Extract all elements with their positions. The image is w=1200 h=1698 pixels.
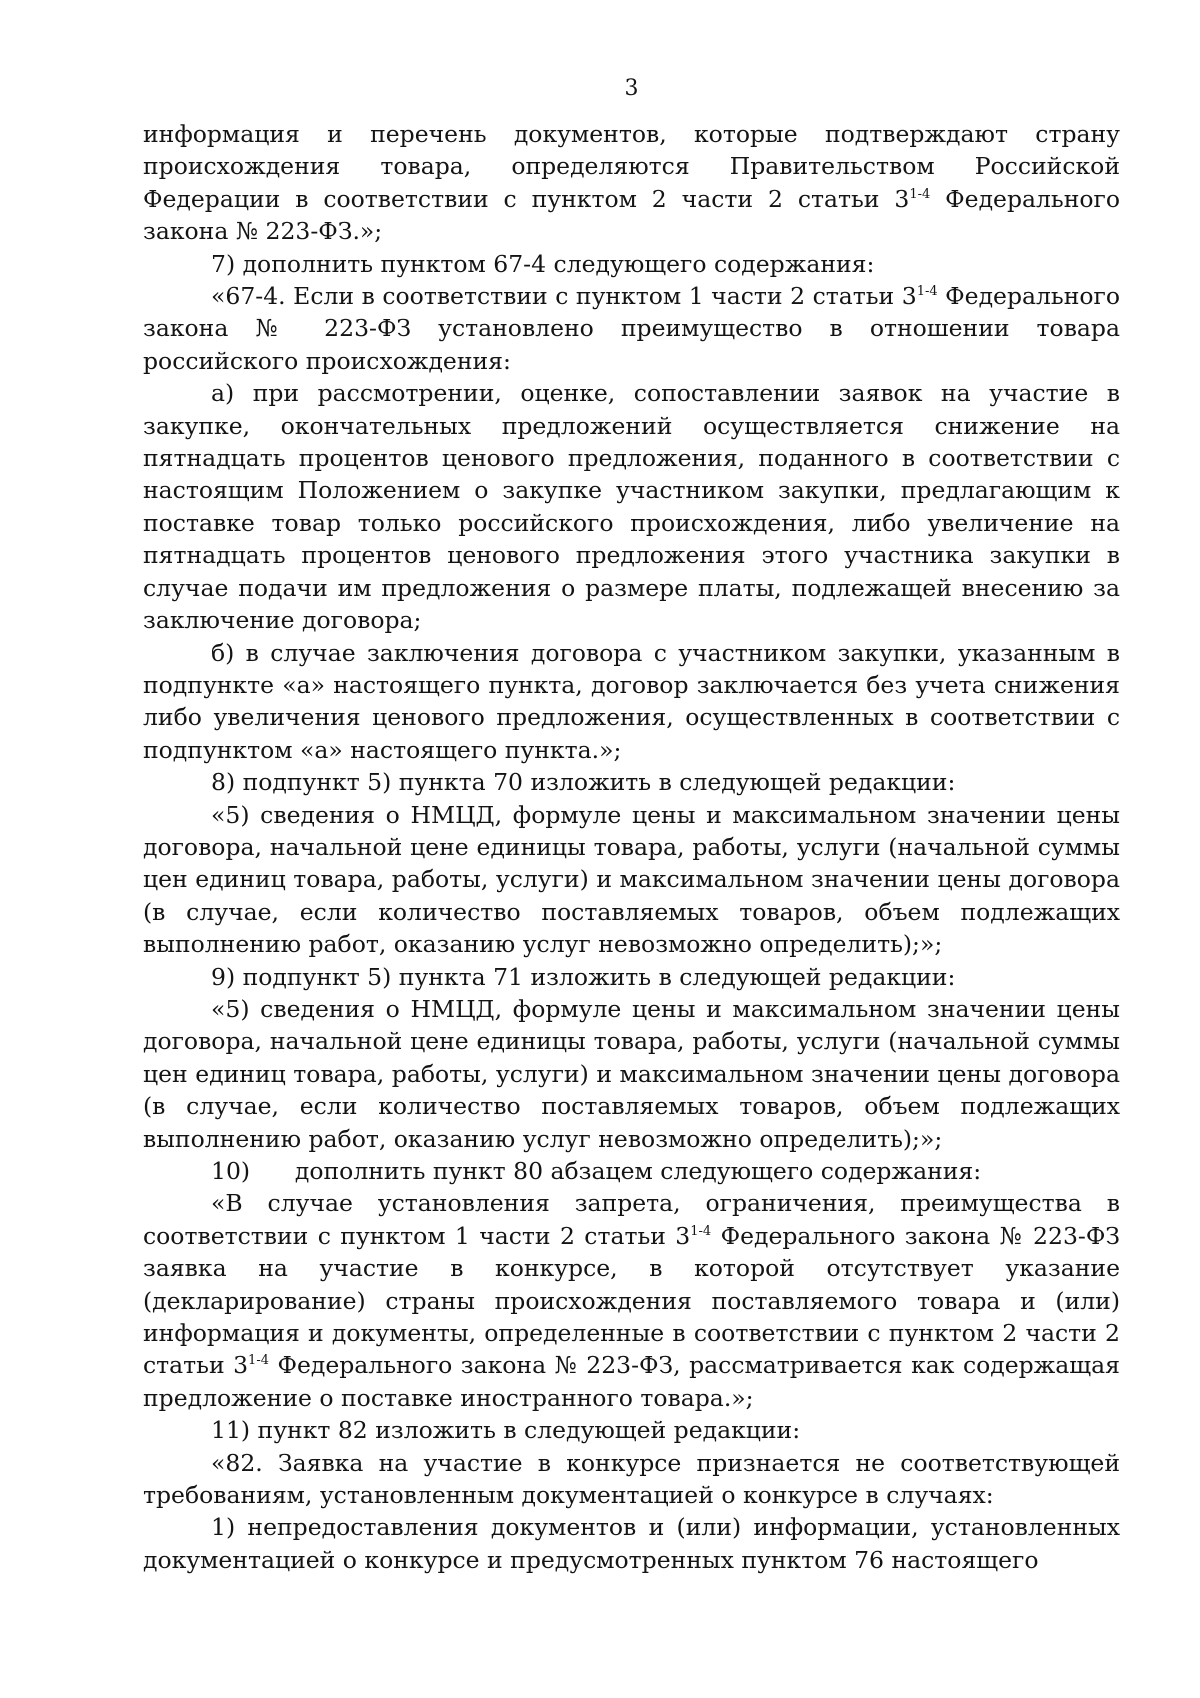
- text-segment: «82. Заявка на участие в конкурсе признается не соответствующей требованиям, установленным документацией о конкурсе в случаях:: [143, 1448, 1120, 1510]
- text-segment: 1) непредоставления документов и (или) информации, установленных документацией о конкурсе и предусмотренных пунктом 76 настоящего: [143, 1513, 1120, 1574]
- superscript: 1-4: [690, 1223, 712, 1239]
- paragraph-p2: [143, 280, 1120, 377]
- paragraph-p7: [143, 961, 1120, 993]
- paragraph-p8: [143, 993, 1120, 1155]
- paragraph-p3: [143, 377, 1120, 636]
- paragraph-p4: [143, 637, 1120, 767]
- text-segment: 7) дополнить пунктом 67-4 следующего содержания:: [211, 249, 875, 278]
- paragraph-p13: [143, 1511, 1120, 1576]
- paragraph-p1: [143, 248, 1120, 280]
- text-segment: «5) сведения о НМЦД, формуле цены и максимальном значении цены договора, начальной цене единицы товара, работы, услуги (начальной суммы цен единиц товара, работы, услуги) и максимальном значении цены договора (в случае, если количество поставляемых товаров, объем подлежащих выполнению работ, оказанию услуг невозможно определить);»;: [143, 800, 1120, 959]
- paragraph-p0: [143, 118, 1120, 248]
- text-segment: Федерального закона № 223-ФЗ заявка на участие в конкурсе, в которой отсутствует указание (декларирование) страны происхождения поставляемого товара и (или) информация и документы, определенные в соответствии с пунктом 2 части 2 статьи 3: [143, 1221, 1120, 1380]
- text-segment: Федерального закона № 223-ФЗ установлено преимущество в отношении товара российского происхождения:: [143, 282, 1120, 375]
- paragraph-p10: [143, 1187, 1120, 1414]
- text-segment: 10) дополнить пункт 80 абзацем следующего содержания:: [211, 1157, 982, 1185]
- text-segment: Федерального закона № 223-ФЗ.»;: [143, 184, 1120, 246]
- text-segment: Федерального закона № 223-ФЗ, рассматривается как содержащая предложение о поставке иностранного товара.»;: [143, 1351, 1120, 1412]
- superscript: 1-4: [916, 284, 938, 300]
- text-segment: «5) сведения о НМЦД, формуле цены и максимальном значении цены договора, начальной цене единицы товара, работы, услуги (начальной суммы цен единиц товара, работы, услуги) и максимальном значении цены договора (в случае, если количество поставляемых товаров, объем подлежащих выполнению работ, оказанию услуг невозможно определить);»;: [143, 994, 1120, 1153]
- superscript: 1-4: [248, 1353, 269, 1369]
- text-segment: а) при рассмотрении, оценке, сопоставлении заявок на участие в закупке, окончательных предложений осуществляется снижение на пятнадцать процентов ценового предложения, поданного в соответствии с настоящим Положением о закупке участником закупки, предлагающим к поставке товар только российского происхождения, либо увеличение на пятнадцать процентов ценового предложения этого участника закупки в случае подачи им предложения о размере платы, подлежащей внесению за заключение договора;: [143, 379, 1120, 635]
- paragraph-p12: [143, 1447, 1120, 1512]
- text-segment: 8) подпункт 5) пункта 70 изложить в следующей редакции:: [211, 768, 956, 797]
- text-segment: 11) пункт 82 изложить в следующей редакции:: [211, 1416, 801, 1445]
- paragraph-p6: [143, 799, 1120, 961]
- text-segment: «В случае установления запрета, ограничения, преимущества в соответствии с пунктом 1 части 2 статьи 3: [143, 1189, 1120, 1250]
- paragraph-p5: [143, 766, 1120, 798]
- page-number: 3: [624, 76, 639, 101]
- document-body: [143, 118, 1120, 1576]
- text-segment: б) в случае заключения договора с участником закупки, указанным в подпункте «а» настоящего пункта, договор заключается без учета снижения либо увеличения ценового предложения, осуществленных в соответствии с подпунктом «а» настоящего пункта.»;: [143, 638, 1120, 764]
- paragraph-p11: [143, 1414, 1120, 1446]
- text-segment: 9) подпункт 5) пункта 71 изложить в следующей редакции:: [211, 962, 956, 991]
- text-segment: «67-4. Если в соответствии с пунктом 1 части 2 статьи 3: [211, 282, 917, 311]
- text-segment: информация и перечень документов, которые подтверждают страну происхождения товара, определяются Правительством Российской Федерации в соответствии с пунктом 2 части 2 статьи 3: [143, 120, 1120, 213]
- paragraph-p9: [143, 1155, 1120, 1187]
- superscript: 1-4: [909, 186, 931, 202]
